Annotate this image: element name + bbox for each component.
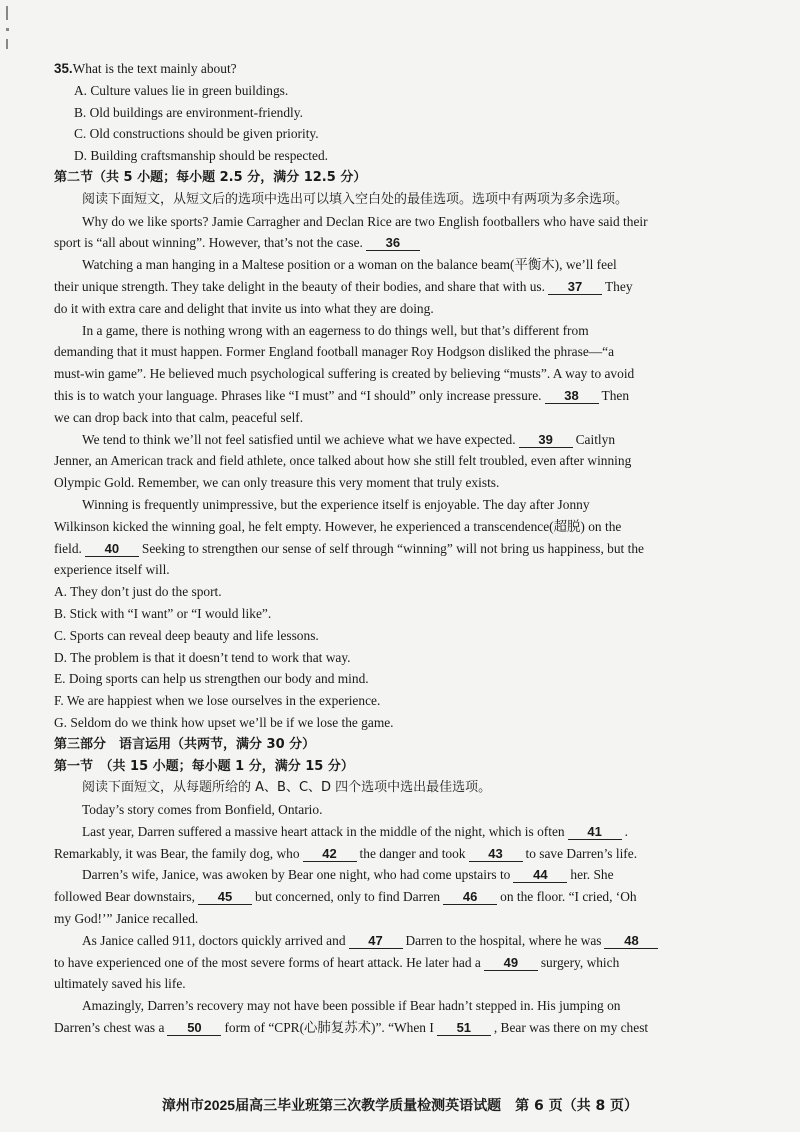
- choice-a: A. They don’t just do the sport.: [54, 584, 222, 600]
- blank-46: 46: [443, 889, 497, 905]
- passage-line: Olympic Gold. Remember, we can only treasure this very moment that truly exists.: [54, 475, 500, 491]
- part-3-section-title: [54, 756, 772, 778]
- story-line: [54, 886, 772, 908]
- story-line: [54, 843, 772, 865]
- blank-40: 40: [85, 541, 139, 557]
- part-3-title-text: 第三部分 语言运用（共两节，满分 30 分）: [54, 736, 316, 752]
- choice-e: E. Doing sports can help us strengthen our body and mind.: [54, 671, 369, 687]
- choice-c: C. Sports can reveal deep beauty and life lessons.: [54, 627, 319, 643]
- blank-49: 49: [484, 955, 538, 971]
- story-line: [54, 864, 772, 886]
- passage-line: [54, 232, 772, 254]
- question-text: What is the text mainly about?: [72, 61, 237, 76]
- passage-line: [54, 385, 772, 407]
- passage-text: They: [605, 278, 633, 294]
- passage-text: their unique strength. They take delight in the beauty of their bodies, and share that with us.: [54, 278, 545, 294]
- story-text: on the floor. “I cried, ‘Oh: [500, 889, 637, 905]
- story-text: Darren’s wife, Janice, was awoken by Bear one night, who had come upstairs to: [82, 867, 511, 883]
- choice-f: F. We are happiest when we lose ourselves in the experience.: [54, 693, 381, 709]
- passage-line: Why do we like sports? Jamie Carragher and Declan Rice are two English footballers who have said their: [82, 213, 648, 229]
- footer-title: 届高三毕业班第三次教学质量检测英语试题: [235, 1098, 502, 1114]
- passage-line: experience itself will.: [54, 562, 170, 578]
- story-line: [54, 930, 772, 952]
- part-3-title: [54, 734, 772, 756]
- passage-line: do it with extra care and delight that invite us into what they are doing.: [54, 300, 434, 316]
- section-2-header: [54, 167, 772, 189]
- footer-city: 漳州市: [161, 1098, 204, 1114]
- option-c: C. Old constructions should be given priority.: [74, 126, 319, 142]
- part-3-section-title-text: 第一节 （共 15 小题；每小题 1 分，满分 15 分）: [54, 758, 354, 774]
- story-line: my God!’” Janice recalled.: [54, 911, 199, 927]
- passage-line: must-win game”. He believed much psychological suffering is created by believing “musts”. A way to avoid: [54, 366, 635, 382]
- passage-line: Watching a man hanging in a Maltese position or a woman on the balance beam(平衡木), we’ll feel: [82, 257, 617, 273]
- story-text: to have experienced one of the most severe forms of heart attack. He later had a: [54, 954, 481, 970]
- story-text: but concerned, only to find Darren: [254, 889, 441, 905]
- story-text: Darren to the hospital, where he was: [405, 932, 602, 948]
- story-text: the danger and took: [359, 845, 466, 861]
- page-footer: [0, 1095, 800, 1115]
- choice-g: G. Seldom do we think how upset we’ll be if we lose the game.: [54, 714, 394, 730]
- story-line: Amazingly, Darren’s recovery may not have been possible if Bear hadn’t stepped in. His jumping on: [82, 998, 621, 1014]
- blank-38: 38: [545, 388, 599, 404]
- passage-line: Jenner, an American track and field athlete, once talked about how she still felt troubled, even after winning: [54, 453, 632, 469]
- blank-36: 36: [366, 235, 420, 251]
- passage-text: Then: [601, 387, 630, 403]
- story-line: [54, 952, 772, 974]
- question-number: 35.: [54, 61, 73, 76]
- passage-text: We tend to think we’ll not feel satisfied until we achieve what we have expected.: [82, 431, 516, 447]
- story-text: followed Bear downstairs,: [54, 889, 195, 905]
- story-text: surgery, which: [540, 954, 620, 970]
- passage-text: Seeking to strengthen our sense of self through “winning” will not bring us happiness, but the: [141, 540, 644, 556]
- margin-mark: [6, 6, 9, 58]
- story-text: .: [624, 823, 628, 839]
- option-a: A. Culture values lie in green buildings.: [74, 82, 289, 98]
- story-text: Darren’s chest was a: [54, 1020, 165, 1036]
- blank-37: 37: [548, 279, 602, 295]
- passage-line: [54, 429, 772, 451]
- passage-line: we can drop back into that calm, peaceful self.: [54, 409, 304, 425]
- blank-43: 43: [469, 846, 523, 862]
- passage-line: In a game, there is nothing wrong with an eagerness to do things well, but that’s different from: [82, 322, 589, 338]
- page-content: [54, 58, 772, 1039]
- part-3-instruction: 阅读下面短文，从每题所给的 A、B、C、D 四个选项中选出最佳选项。: [82, 780, 492, 796]
- passage-line: Wilkinson kicked the winning goal, he felt empty. However, he experienced a transcendence(超脱) on the: [54, 518, 622, 534]
- blank-48: 48: [604, 933, 658, 949]
- story-text: Remarkably, it was Bear, the family dog, who: [54, 845, 300, 861]
- passage-line: [54, 276, 772, 298]
- option-d: D. Building craftsmanship should be respected.: [74, 148, 328, 164]
- passage-line: demanding that it must happen. Former England football manager Roy Hodgson disliked the phrase—“a: [54, 344, 615, 360]
- story-text: , Bear was there on my chest: [493, 1020, 649, 1036]
- blank-45: 45: [198, 889, 252, 905]
- story-text: form of “CPR(心肺复苏术)”. “When I: [224, 1020, 434, 1036]
- section-2-info: （共 5 小题；每小题 2.5 分，满分 12.5 分）: [93, 169, 367, 185]
- blank-42: 42: [303, 846, 357, 862]
- blank-41: 41: [568, 824, 622, 840]
- story-line: Today’s story comes from Bonfield, Ontario.: [82, 802, 323, 818]
- passage-line: Winning is frequently unimpressive, but the experience itself is enjoyable. The day after Jonny: [82, 496, 590, 512]
- story-text: to save Darren’s life.: [525, 845, 638, 861]
- choice-b: B. Stick with “I want” or “I would like”.: [54, 605, 272, 621]
- footer-page-number: 第 6 页（共 8 页）: [515, 1098, 639, 1114]
- passage-text: field.: [54, 540, 82, 556]
- section-2-instruction: 阅读下面短文，从短文后的选项中选出可以填入空白处的最佳选项。选项中有两项为多余选项。: [82, 191, 629, 207]
- passage-text: sport is “all about winning”. However, that’s not the case.: [54, 235, 363, 251]
- option-b: B. Old buildings are environment-friendly.: [74, 104, 303, 120]
- story-line: [54, 821, 772, 843]
- passage-line: [54, 538, 772, 560]
- choice-d: D. The problem is that it doesn’t tend to work that way.: [54, 649, 351, 665]
- story-line: [54, 1017, 772, 1039]
- passage-text: Caitlyn: [575, 431, 616, 447]
- story-text: As Janice called 911, doctors quickly arrived and: [82, 932, 346, 948]
- blank-50: 50: [167, 1020, 221, 1036]
- blank-44: 44: [513, 867, 567, 883]
- story-line: ultimately saved his life.: [54, 976, 186, 992]
- passage-text: this is to watch your language. Phrases like “I must” and “I should” only increase pressure.: [54, 387, 542, 403]
- story-text: her. She: [570, 867, 614, 883]
- blank-47: 47: [349, 933, 403, 949]
- blank-51: 51: [437, 1020, 491, 1036]
- question-35: [54, 58, 772, 80]
- story-text: Last year, Darren suffered a massive heart attack in the middle of the night, which is often: [82, 823, 565, 839]
- blank-39: 39: [519, 432, 573, 448]
- footer-year: 2025: [203, 1097, 236, 1113]
- section-2-title: 第二节: [54, 169, 94, 185]
